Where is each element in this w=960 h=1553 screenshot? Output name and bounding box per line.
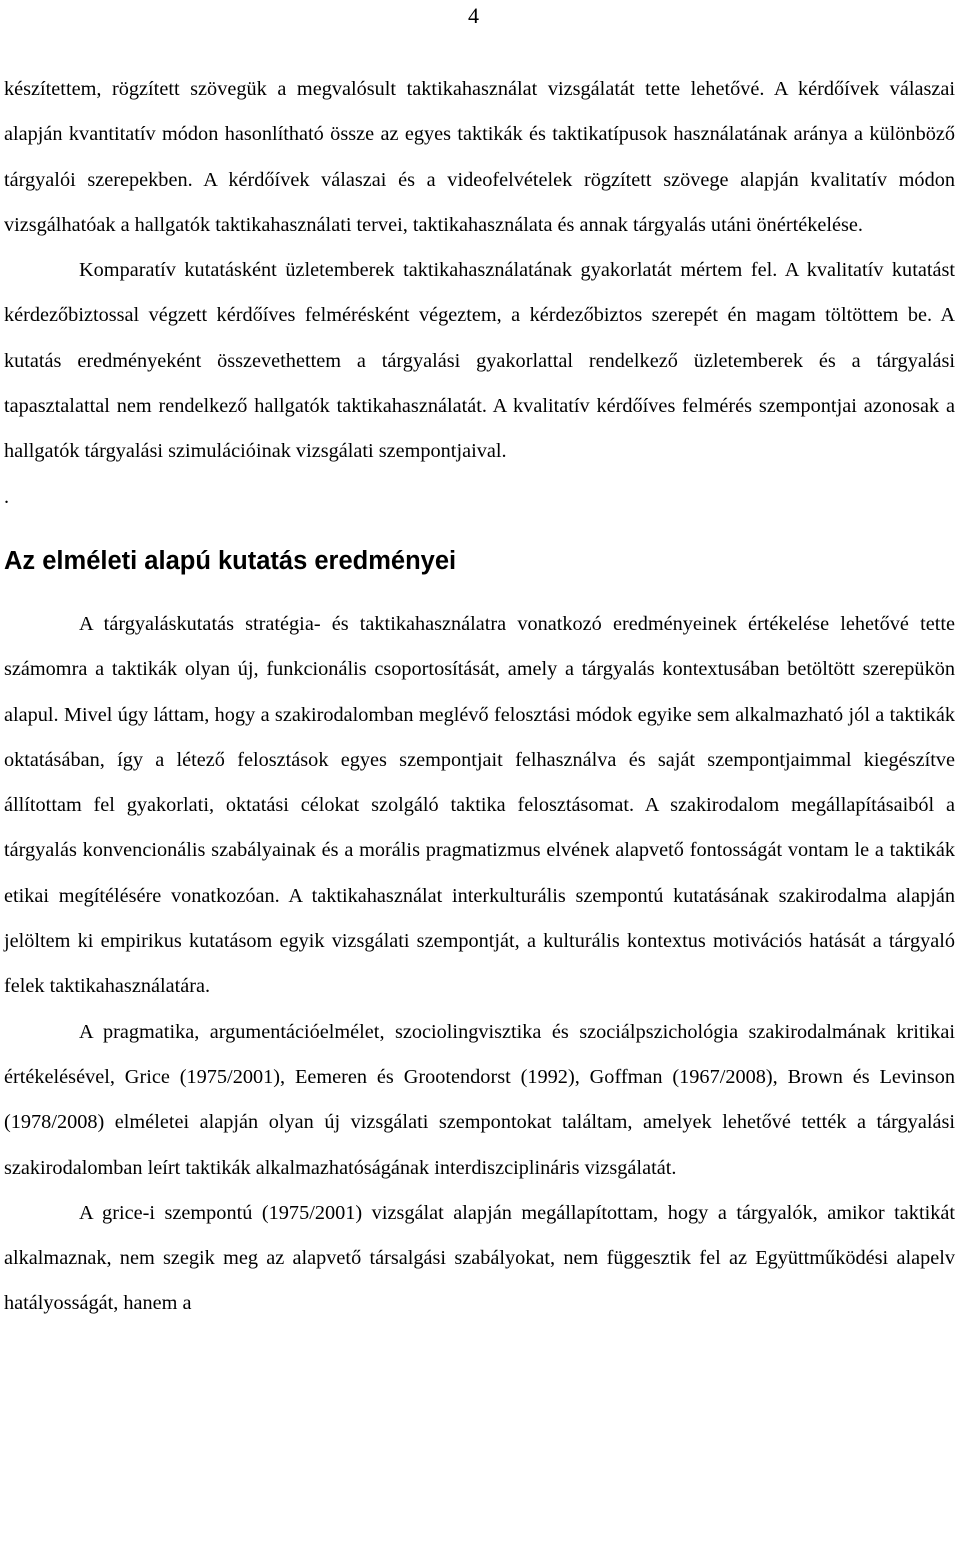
paragraph: készítettem, rögzített szövegük a megvalósult taktikahasználat vizsgálatát tette lehetővé. A kérdőívek válaszai alapján kvantitatív módon hasonlítható össze az egyes taktikák és taktikatípusok használatának aránya a különböző tárgyalói szerepekben. A kérdőívek válaszai és a videofelvételek rögzített szövege alapján kvalitatív módon vizsgálhatóak a hallgatók taktikahasználati tervei, taktikahasználata és annak tárgyalás utáni önértékelése. — [4, 78, 955, 236]
paragraph: Komparatív kutatásként üzletemberek taktikahasználatának gyakorlatát mértem fel. A kvalitatív kutatást kérdezőbiztossal végzett kérdőíves felmérésként végeztem, a kérdezőbiztos szerepét én magam töltöttem be. A kutatás eredményeként összevethettem a tárgyalási gyakorlattal rendelkező üzletemberek és a tárgyalási tapasztalattal nem rendelkező hallgatók taktikahasználatát. A kvalitatív kérdőíves felmérés szempontjai azonosak a hallgatók tárgyalási szimulációinak vizsgálati szempontjaival. — [4, 259, 955, 463]
section-heading: Az elméleti alapú kutatás eredményei — [4, 546, 457, 575]
page-number: 4 — [468, 3, 479, 28]
document-body — [4, 67, 955, 1327]
paragraph: A grice-i szempontú (1975/2001) vizsgálat alapján megállapítottam, hogy a tárgyalók, amikor taktikát alkalmaznak, nem szegik meg az alapvető társalgási szabályokat, nem függesztik fel az Együttműködési alapelv hatályosságát, hanem a — [4, 1201, 955, 1315]
paragraph: A tárgyaláskutatás stratégia- és taktikahasználatra vonatkozó eredményeinek értékelése lehetővé tette számomra a taktikák olyan új, funkcionális csoportosítását, amely a tárgyalás kontextusában betöltött szerepükön alapul. Mivel úgy láttam, hogy a szakirodalomban meglévő felosztási módok egyike sem alkalmazható jól a taktikák oktatásában, így a létező felosztások egyes szempontjait felhasználva és saját szempontjaimmal kiegészítve állítottam fel gyakorlati, oktatási célokat szolgáló taktika felosztásomat. A szakirodalom megállapításaiból a tárgyalás konvencionális szabályainak és a morális pragmatizmus elvének alapvető fontosságát vontam le a taktikák etikai megítélésére vonatkozóan. A taktikahasználat interkulturális szempontú kutatásának szakirodalma alapján jelöltem ki empirikus kutatásom egyik vizsgálati szempontját, a kulturális kontextus motivációs hatását a tárgyaló felek taktikahasználatára. — [4, 612, 955, 998]
paragraph: . — [4, 485, 10, 508]
paragraph: A pragmatika, argumentációelmélet, szociolingvisztika és szociálpszichológia szakirodalmának kritikai értékelésével, Grice (1975/2001), Eemeren és Grootendorst (1992), Goffman (1967/2008), Brown és Levinson (1978/2008) elméletei alapján olyan új vizsgálati szempontokat találtam, amelyek lehetővé tették a tárgyalási szakirodalomban leírt taktikák alkalmazhatóságának interdiszciplináris vizsgálatát. — [4, 1020, 955, 1179]
